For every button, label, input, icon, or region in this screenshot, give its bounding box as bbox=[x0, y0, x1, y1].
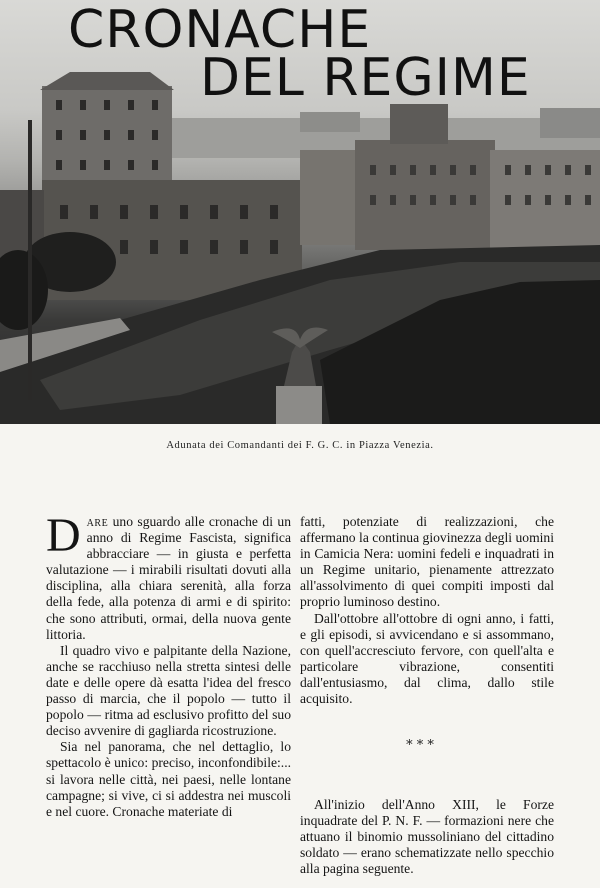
headline-line-2: DEL REGIME bbox=[200, 48, 531, 108]
headline-line-1: CRONACHE bbox=[68, 0, 372, 60]
article-paragraph: fatti, potenziate di realizzazioni, che affermano la continua giovinezza degli uomini in Camicia Nera: uomini fedeli e inquadrati in un Regime unitario, pienamente attrezzato all'assolvimento di quei compiti imposti dal proprio luminoso destino. bbox=[300, 514, 554, 610]
drop-cap: D bbox=[46, 509, 81, 562]
article-right-column-continued bbox=[300, 797, 554, 877]
article-paragraph: Dall'ottobre all'ottobre di ogni anno, i fatti, e gli episodi, si avvicendano e si assommano, con quell'accresciuto fervore, con quell'alta e particolare vibrazione, consentiti dall'entusiasmo, dal clima, dallo stile acquisito. bbox=[300, 610, 554, 707]
article-paragraph: All'inizio dell'Anno XIII, le Forze inquadrate del P. N. F. — formazioni nere che attuano il binomio mussoliniano del cittadino soldato — erano schematizzate nello specchio alla pagina seguente. bbox=[300, 797, 554, 877]
section-separator: * * * bbox=[406, 738, 434, 753]
headline bbox=[0, 0, 600, 110]
paragraph-text: uno sguardo alle cronache di un anno di Regime Fascista, significa abbracciare — in giusta e perfetta valutazione — i mirabili risultati dovuti alla disciplina, alla chiara serenità, alla forza della fede, alla potenza di armi e di spirito: che sono attributi, ormai, della nuova gente littoria. bbox=[46, 514, 291, 642]
article-paragraph bbox=[46, 509, 291, 643]
photo-piazza-venezia bbox=[0, 0, 600, 424]
article-right-column bbox=[300, 514, 554, 707]
article-paragraph: Il quadro vivo e palpitante della Nazione, anche se racchiuso nella stretta sintesi delle date e delle opere dà esatta l'idea del fresco passo di marcia, che il popolo — tutto il popolo — ritma ad esclusivo profitto del suo deciso avvenire di gagliarda ricostruzione. bbox=[46, 642, 291, 739]
lead-words: are bbox=[86, 514, 109, 529]
article-paragraph: Sia nel panorama, che nel dettaglio, lo spettacolo è unico: preciso, inconfondibile:... si lavora nelle città, nei paesi, nelle lontane campagne; si vive, ci si addestra nei muscoli e nel cuore. Cronache materiate di bbox=[46, 739, 291, 819]
photo-caption: Adunata dei Comandanti dei F. G. C. in Piazza Venezia. bbox=[166, 440, 434, 451]
article-left-column bbox=[46, 509, 291, 820]
